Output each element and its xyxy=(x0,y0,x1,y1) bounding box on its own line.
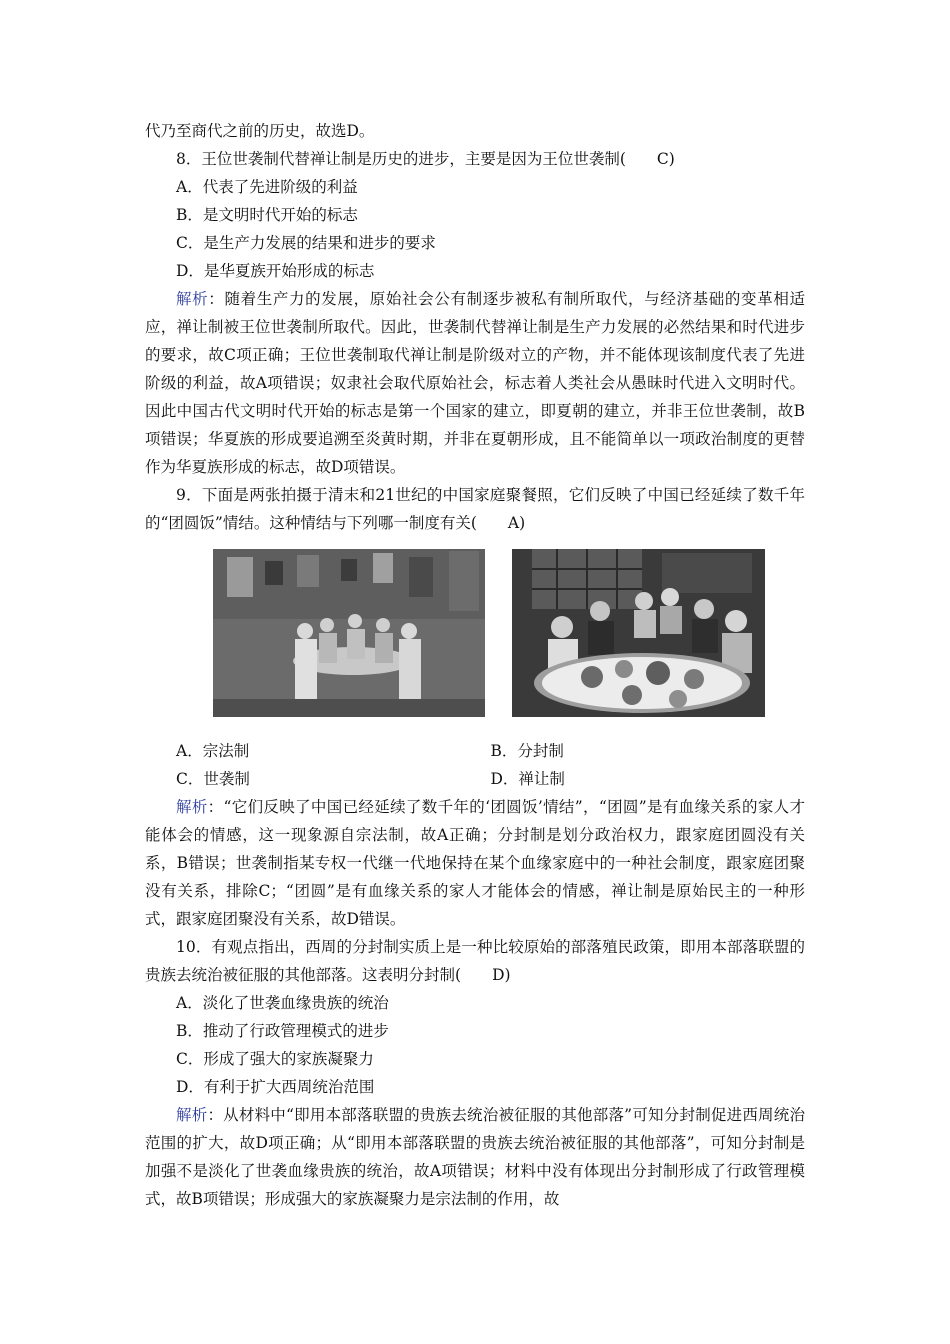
qing-dynasty-family-dinner-photo xyxy=(213,549,485,717)
analysis-text: ：“它们反映了中国已经延续了数千年的‘团圆饭’情结”，“团圆”是有血缘关系的家人才能体会的情感，这一现象源自宗法制，故A正确；分封制是划分政治权力，跟家庭团圆没有关系，B错误；世袭制指某专权一代继一代地保持在某个血缘家庭中的一种社会制度，跟家庭团聚没有关系，排除C；“团圆”是有血缘关系的家人才能体会的情感，禅让制是原始民主的一种形式，跟家庭团聚没有关系，故D错误。 xyxy=(145,798,805,928)
options-row-1 xyxy=(145,737,805,765)
photo-pair xyxy=(145,549,805,727)
option-c: C．是生产力发展的结果和进步的要求 xyxy=(176,234,436,252)
analysis-paragraph xyxy=(145,793,805,933)
option-a: A．宗法制 xyxy=(176,742,250,760)
option-d: D．是华夏族开始形成的标志 xyxy=(176,262,375,280)
analysis-label: 解析 xyxy=(176,1106,208,1124)
options-row-2 xyxy=(145,765,805,793)
question-stem: 9．下面是两张拍摄于清末和21世纪的中国家庭聚餐照，它们反映了中国已经延续了数千年的“团圆饭”情结。这种情结与下列哪一制度有关( A) xyxy=(145,481,805,537)
analysis-paragraph xyxy=(145,285,805,481)
option-b: B．推动了行政管理模式的进步 xyxy=(176,1022,389,1040)
answer-letter: C xyxy=(656,150,669,168)
continuation-text: 代乃至商代之前的历史，故选D。 xyxy=(145,122,375,140)
option-a: A．代表了先进阶级的利益 xyxy=(176,178,358,196)
answer-letter: D xyxy=(492,966,505,984)
answer-letter: A xyxy=(507,514,520,532)
analysis-label: 解析 xyxy=(176,798,208,816)
question-stem: 8．王位世袭制代替禅让制是历史的进步，主要是因为王位世袭制( C) xyxy=(145,145,805,173)
option-c: C．世袭制 xyxy=(176,770,250,788)
modern-family-dinner-photo xyxy=(512,549,765,717)
option-d: D．禅让制 xyxy=(490,770,565,788)
question-8 xyxy=(145,145,805,481)
analysis-paragraph xyxy=(145,1101,805,1213)
analysis-text: ：随着生产力的发展，原始社会公有制逐步被私有制所取代，与经济基础的变革相适应，禅让制被王位世袭制所取代。因此，世袭制代替禅让制是生产力发展的必然结果和时代进步的要求，故C项正确；王位世袭制取代禅让制是阶级对立的产物，并不能体现该制度代表了先进阶级的利益，故A项错误；奴隶社会取代原始社会，标志着人类社会从愚昧时代进入文明时代。因此中国古代文明时代开始的标志是第一个国家的建立，即夏朝的建立，并非王位世袭制，故B项错误；华夏族的形成要追溯至炎黄时期，并非在夏朝形成，且不能简单以一项政治制度的更替作为华夏族形成的标志，故D项错误。 xyxy=(145,290,805,476)
option-c: C．形成了强大的家族凝聚力 xyxy=(176,1050,374,1068)
option-a: A．淡化了世袭血缘贵族的统治 xyxy=(176,994,389,1012)
document-content xyxy=(145,117,805,1213)
analysis-text: ：从材料中“即用本部落联盟的贵族去统治被征服的其他部落”可知分封制促进西周统治范围的扩大，故D项正确；从“即用本部落联盟的贵族去统治被征服的其他部落”，可知分封制是加强不是淡化了世袭血缘贵族的统治，故A项错误；材料中没有体现出分封制形成了行政管理模式，故B项错误；形成强大的家族凝聚力是宗法制的作用，故 xyxy=(145,1106,805,1208)
analysis-label: 解析 xyxy=(176,290,209,308)
option-b: B．是文明时代开始的标志 xyxy=(176,206,358,224)
question-10 xyxy=(145,933,805,1213)
option-d: D．有利于扩大西周统治范围 xyxy=(176,1078,375,1096)
question-9 xyxy=(145,481,805,933)
question-stem: 10．有观点指出，西周的分封制实质上是一种比较原始的部落殖民政策，即用本部落联盟的贵族去统治被征服的其他部落。这表明分封制( D) xyxy=(145,933,805,989)
option-b: B．分封制 xyxy=(490,742,564,760)
